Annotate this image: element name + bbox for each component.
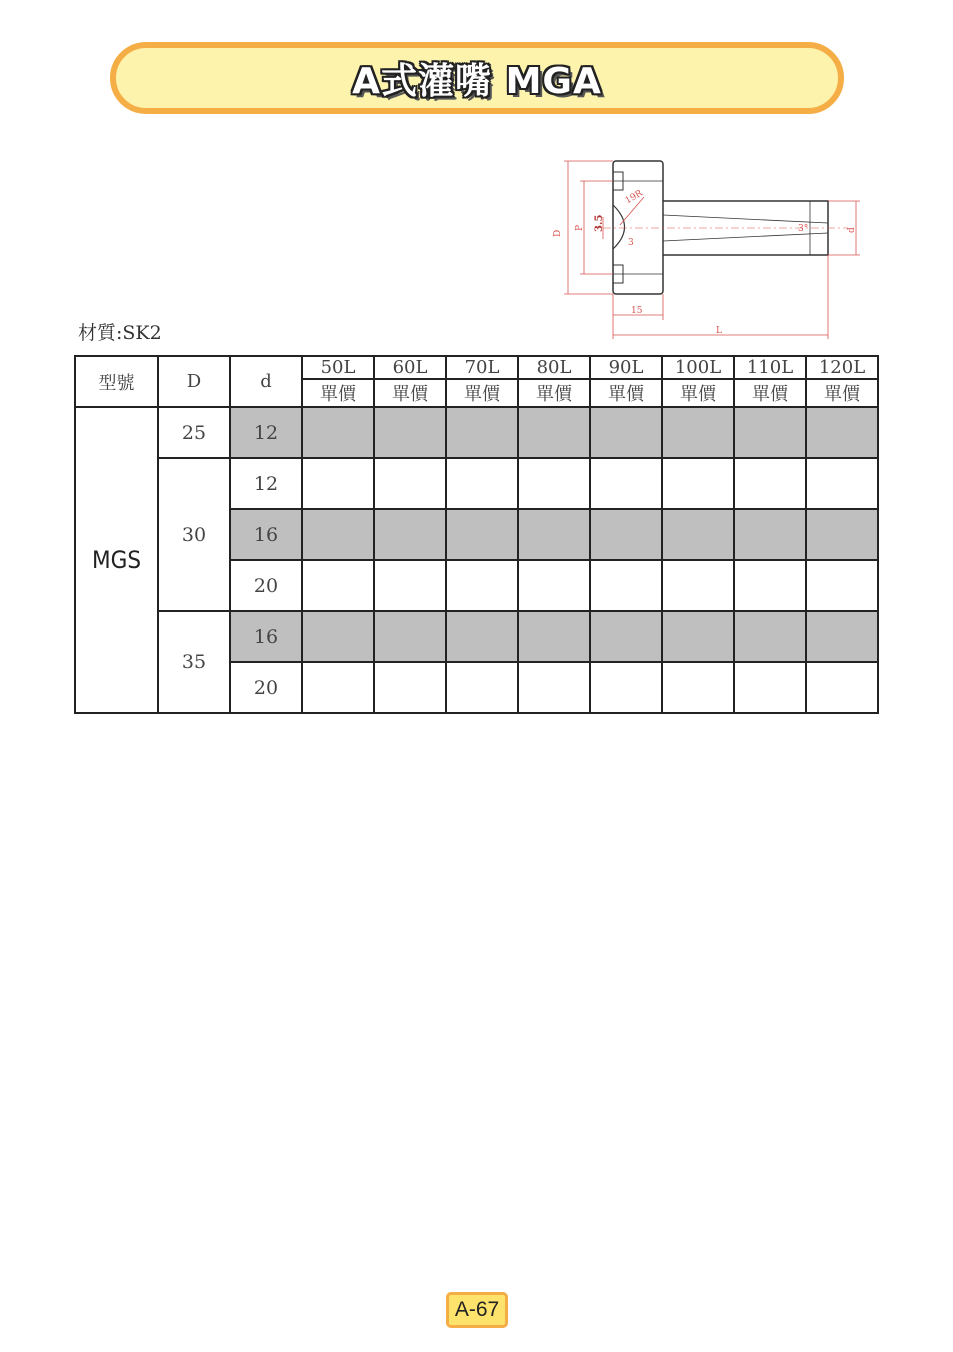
price-cell bbox=[446, 560, 518, 611]
price-cell bbox=[374, 560, 446, 611]
d-cell: 20 bbox=[230, 662, 302, 713]
price-cell bbox=[302, 407, 374, 458]
price-cell bbox=[518, 611, 590, 662]
header-d: d bbox=[230, 356, 302, 407]
D-cell: 25 bbox=[158, 407, 230, 458]
price-cell bbox=[446, 611, 518, 662]
dim-label-d: d bbox=[847, 227, 857, 233]
header-D: D bbox=[158, 356, 230, 407]
header-price: 單價 bbox=[590, 379, 662, 407]
spec-table bbox=[74, 355, 879, 714]
model-cell: MGS bbox=[75, 407, 158, 713]
header-price: 單價 bbox=[374, 379, 446, 407]
price-cell bbox=[662, 407, 734, 458]
header-length: 50L bbox=[302, 356, 374, 379]
title-banner bbox=[110, 42, 844, 114]
header-model: 型號 bbox=[75, 356, 158, 407]
dim-label-depth: 3.5 bbox=[594, 214, 605, 232]
d-cell: 16 bbox=[230, 611, 302, 662]
D-cell: 30 bbox=[158, 458, 230, 611]
price-cell bbox=[374, 509, 446, 560]
price-cell bbox=[806, 509, 878, 560]
header-price: 單價 bbox=[734, 379, 806, 407]
price-cell bbox=[806, 611, 878, 662]
header-length: 60L bbox=[374, 356, 446, 379]
d-cell: 12 bbox=[230, 407, 302, 458]
header-price: 單價 bbox=[302, 379, 374, 407]
price-cell bbox=[374, 458, 446, 509]
page-title: A式灌嘴 MGA bbox=[352, 60, 602, 102]
D-cell: 35 bbox=[158, 611, 230, 713]
header-length: 90L bbox=[590, 356, 662, 379]
price-cell bbox=[734, 560, 806, 611]
price-cell bbox=[734, 458, 806, 509]
price-cell bbox=[734, 611, 806, 662]
price-cell bbox=[446, 407, 518, 458]
dim-label-L: L bbox=[716, 326, 722, 336]
price-cell bbox=[374, 611, 446, 662]
page-number-badge bbox=[446, 1292, 508, 1328]
technical-drawing bbox=[548, 155, 868, 345]
price-cell bbox=[518, 509, 590, 560]
price-cell bbox=[662, 611, 734, 662]
dim-label-step: 3 bbox=[628, 238, 634, 248]
price-cell bbox=[590, 611, 662, 662]
table-row bbox=[75, 458, 878, 509]
price-cell bbox=[302, 560, 374, 611]
price-cell bbox=[302, 611, 374, 662]
price-cell bbox=[806, 407, 878, 458]
price-cell bbox=[734, 407, 806, 458]
dim-label-angle: 3° bbox=[798, 224, 809, 234]
header-price: 單價 bbox=[806, 379, 878, 407]
price-cell bbox=[590, 560, 662, 611]
dim-label-P: P bbox=[575, 224, 585, 231]
dim-label-D: D bbox=[553, 229, 563, 237]
price-cell bbox=[734, 509, 806, 560]
dim-label-radius: 19R bbox=[623, 188, 645, 207]
header-price: 單價 bbox=[446, 379, 518, 407]
price-cell bbox=[662, 458, 734, 509]
price-cell bbox=[446, 509, 518, 560]
price-cell bbox=[662, 662, 734, 713]
price-cell bbox=[590, 407, 662, 458]
header-price: 單價 bbox=[518, 379, 590, 407]
price-cell bbox=[518, 560, 590, 611]
price-cell bbox=[518, 662, 590, 713]
d-cell: 16 bbox=[230, 509, 302, 560]
header-length: 120L bbox=[806, 356, 878, 379]
d-cell: 20 bbox=[230, 560, 302, 611]
material-label: 材質:SK2 bbox=[78, 322, 162, 344]
dim-label-15: 15 bbox=[631, 306, 643, 316]
price-cell bbox=[590, 458, 662, 509]
header-price: 單價 bbox=[662, 379, 734, 407]
price-cell bbox=[806, 458, 878, 509]
price-cell bbox=[374, 407, 446, 458]
table-row bbox=[75, 407, 878, 458]
d-cell: 12 bbox=[230, 458, 302, 509]
price-cell bbox=[734, 662, 806, 713]
header-length: 80L bbox=[518, 356, 590, 379]
price-cell bbox=[806, 662, 878, 713]
price-cell bbox=[302, 662, 374, 713]
price-cell bbox=[806, 560, 878, 611]
price-cell bbox=[302, 509, 374, 560]
price-cell bbox=[662, 560, 734, 611]
price-cell bbox=[590, 509, 662, 560]
header-length: 110L bbox=[734, 356, 806, 379]
price-cell bbox=[590, 662, 662, 713]
table-row bbox=[75, 611, 878, 662]
header-length: 70L bbox=[446, 356, 518, 379]
price-cell bbox=[518, 407, 590, 458]
price-cell bbox=[374, 662, 446, 713]
price-cell bbox=[302, 458, 374, 509]
price-cell bbox=[446, 662, 518, 713]
price-cell bbox=[446, 458, 518, 509]
sphere-recess bbox=[613, 205, 625, 249]
price-cell bbox=[662, 509, 734, 560]
header-length: 100L bbox=[662, 356, 734, 379]
price-cell bbox=[518, 458, 590, 509]
page-number: A-67 bbox=[454, 1298, 500, 1321]
